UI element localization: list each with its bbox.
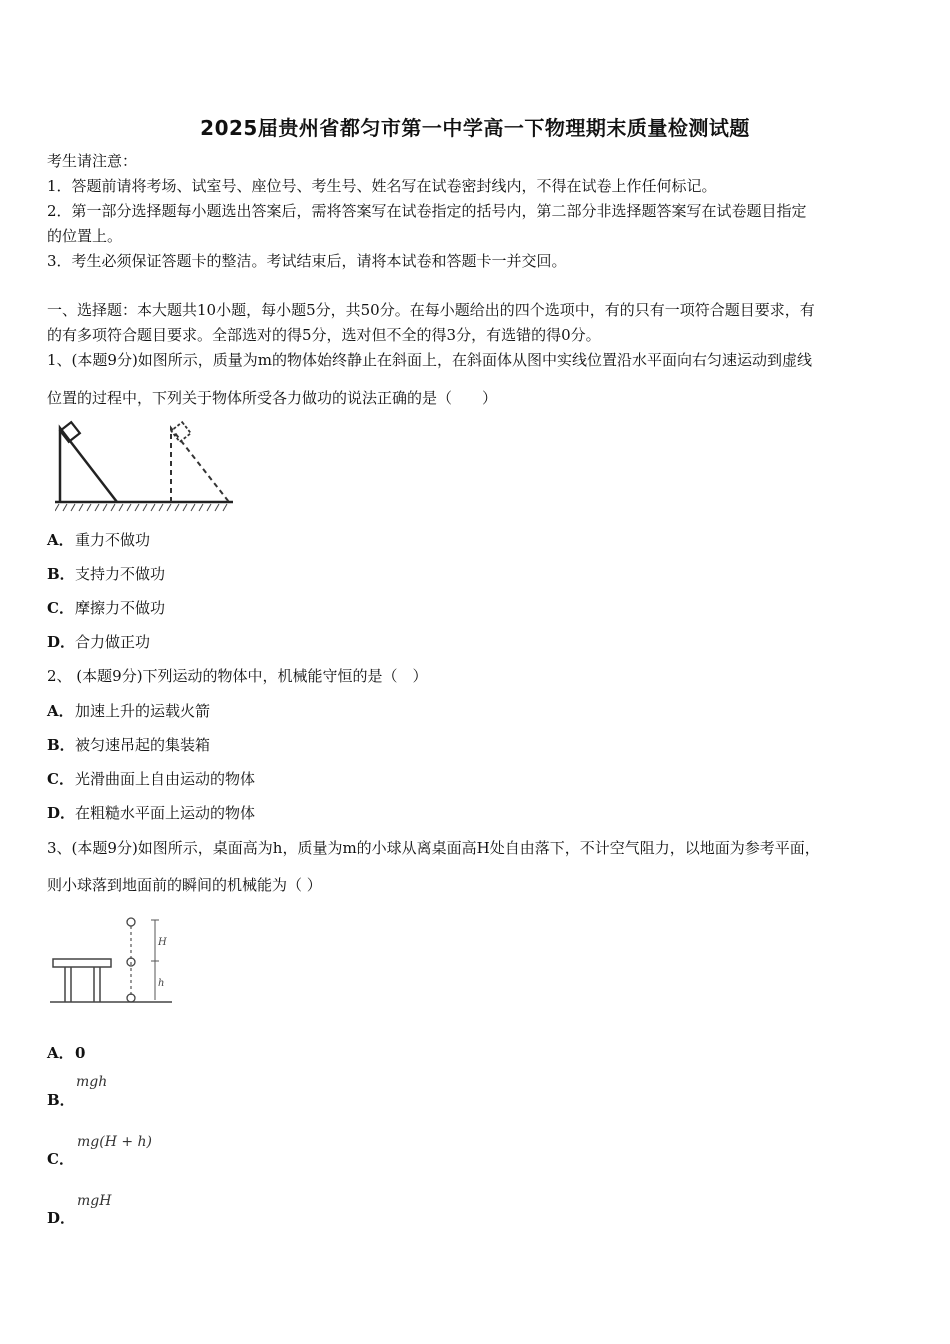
q1-option-c[interactable]: C．摩擦力不做功 — [47, 599, 166, 617]
notice-item-2-cont: 的位置上。 — [47, 227, 123, 245]
q3-option-d[interactable]: D． — [47, 1209, 76, 1227]
notice-item-1: 1．答题前请将考场、试室号、座位号、考生号、姓名写在试卷密封线内，不得在试卷上作任何标记。 — [47, 177, 717, 195]
q2-option-c[interactable]: C．光滑曲面上自由运动的物体 — [47, 770, 256, 788]
section-intro-line-1: 一、选择题：本大题共10小题，每小题5分，共50分。在每小题给出的四个选项中，有的只有一项符合题目要求，有 — [47, 301, 815, 319]
q1-option-d[interactable]: D．合力做正功 — [47, 633, 151, 651]
q1-stem-line-1: 1、(本题9分)如图所示，质量为m的物体始终静止在斜面上，在斜面体从图中实线位置沿水平面向右匀速运动到虚线 — [47, 351, 813, 369]
section-intro-line-2: 的有多项符合题目要求。全部选对的得5分，选对但不全的得3分，有选错的得0分。 — [47, 326, 601, 344]
q3-option-d-formula: mgH — [77, 1193, 112, 1209]
notice-item-3: 3．考生必须保证答题卡的整洁。考试结束后，请将本试卷和答题卡一并交回。 — [47, 252, 567, 270]
q1-stem-line-2: 位置的过程中，下列关于物体所受各力做功的说法正确的是（ ） — [47, 389, 498, 407]
q3-option-c[interactable]: C． — [47, 1150, 74, 1168]
q2-option-d[interactable]: D．在粗糙水平面上运动的物体 — [47, 804, 256, 822]
table-ball-figure — [48, 912, 178, 1012]
q3-stem-line-2: 则小球落到地面前的瞬间的机械能为（ ） — [47, 876, 322, 894]
q1-option-b[interactable]: B．支持力不做功 — [47, 565, 166, 583]
notice-heading: 考生请注意： — [47, 152, 138, 170]
q3-stem-line-1: 3、(本题9分)如图所示，桌面高为h，质量为m的小球从离桌面高H处自由落下，不计空气阻力，以地面为参考平面， — [47, 839, 820, 857]
q3-option-b[interactable]: B． — [47, 1091, 75, 1109]
q3-option-a[interactable]: A．0 — [47, 1044, 86, 1062]
q1-option-a[interactable]: A．重力不做功 — [47, 531, 151, 549]
q3-option-b-formula: mgh — [76, 1074, 108, 1090]
svg-text:H: H — [158, 937, 167, 948]
q2-option-a[interactable]: A．加速上升的运载火箭 — [47, 702, 211, 720]
q2-option-b[interactable]: B．被匀速吊起的集装箱 — [47, 736, 211, 754]
incline-figure — [55, 420, 235, 515]
q3-option-c-formula: mg(H + h) — [77, 1134, 153, 1150]
page-title: 2025届贵州省都匀市第一中学高一下物理期末质量检测试题 — [200, 116, 750, 140]
notice-item-2: 2．第一部分选择题每小题选出答案后，需将答案写在试卷指定的括号内，第二部分非选择题答案写在试卷题目指定 — [47, 202, 807, 220]
q2-stem: 2、 (本题9分)下列运动的物体中，机械能守恒的是（ ） — [47, 667, 428, 685]
svg-text:h: h — [158, 978, 165, 989]
